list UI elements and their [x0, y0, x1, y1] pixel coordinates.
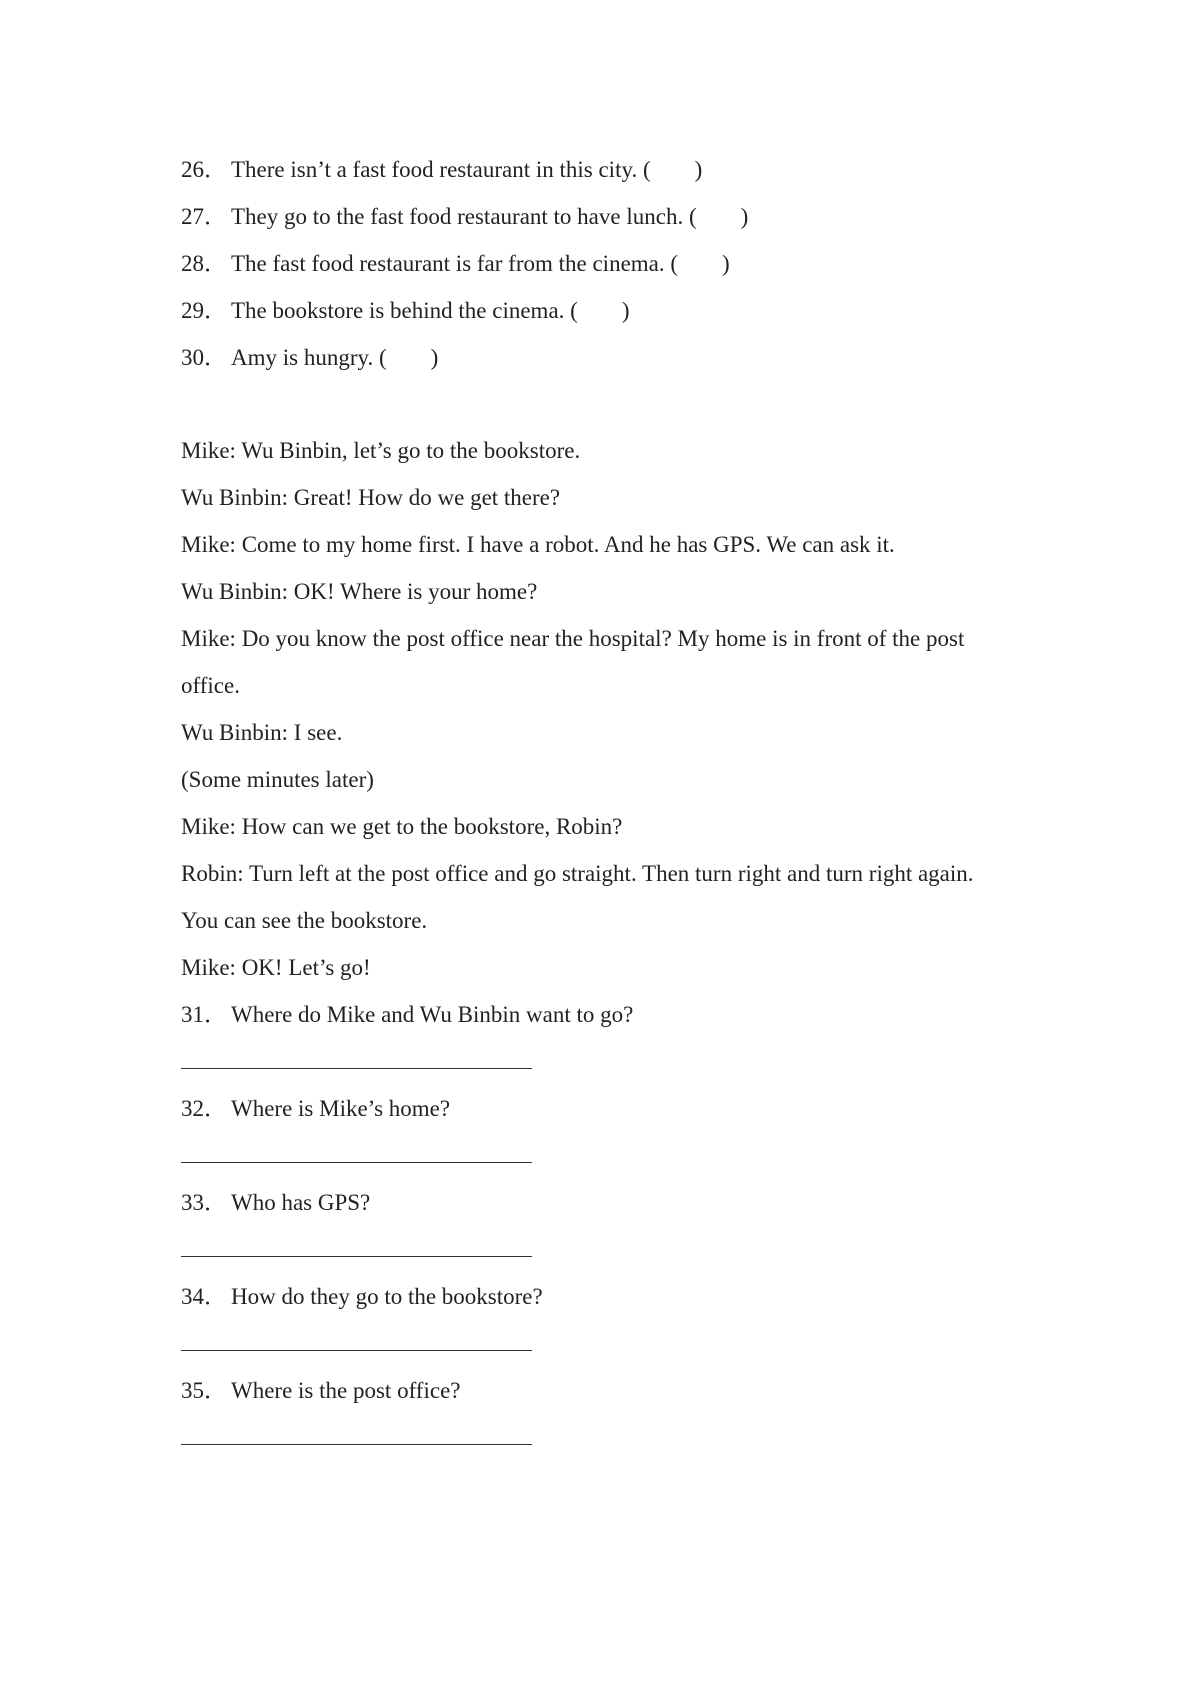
dialogue-line: You can see the bookstore. [181, 908, 428, 933]
question-number: 35． [181, 1378, 227, 1403]
close-paren: ) [430, 345, 439, 370]
question-number: 29． [181, 298, 227, 323]
qa-question-35 [181, 1377, 460, 1405]
question-number: 30． [181, 345, 227, 370]
question-text: The fast food restaurant is far from the cinema. ( [231, 251, 679, 276]
close-paren: ) [740, 204, 749, 229]
dialogue-line: Mike: Wu Binbin, let’s go to the bookstore. [181, 438, 581, 463]
dialogue-line: Wu Binbin: I see. [181, 720, 343, 745]
qa-question-34 [181, 1283, 543, 1311]
dialogue-line: Mike: Do you know the post office near the hospital? My home is in front of the post [181, 626, 965, 651]
tf-question-28 [181, 250, 730, 278]
question-text: Where is the post office? [231, 1378, 461, 1403]
answer-line[interactable] [181, 1444, 532, 1445]
answer-line[interactable] [181, 1256, 532, 1257]
question-number: 34． [181, 1284, 227, 1309]
dialogue-line: Robin: Turn left at the post office and go straight. Then turn right and turn right again. [181, 861, 974, 886]
close-paren: ) [722, 251, 730, 276]
question-text: Where is Mike’s home? [231, 1096, 451, 1121]
question-number: 28． [181, 251, 227, 276]
qa-question-32 [181, 1095, 450, 1123]
tf-question-30 [181, 344, 438, 372]
question-number: 27． [181, 204, 227, 229]
question-number: 26． [181, 157, 227, 182]
question-number: 31． [181, 1002, 227, 1027]
dialogue-line: Wu Binbin: OK! Where is your home? [181, 579, 538, 604]
answer-line[interactable] [181, 1068, 532, 1069]
question-text: There isn’t a fast food restaurant in this city. ( [231, 157, 651, 182]
answer-line[interactable] [181, 1350, 532, 1351]
question-text: How do they go to the bookstore? [231, 1284, 543, 1309]
qa-question-31 [181, 1001, 633, 1029]
close-paren: ) [621, 298, 630, 323]
question-text: Where do Mike and Wu Binbin want to go? [231, 1002, 634, 1027]
tf-question-27 [181, 203, 748, 231]
question-number: 33． [181, 1190, 227, 1215]
tf-question-29 [181, 297, 630, 325]
dialogue-line: Mike: OK! Let’s go! [181, 955, 371, 980]
dialogue-line: Mike: Come to my home first. I have a robot. And he has GPS. We can ask it. [181, 532, 895, 557]
question-text: The bookstore is behind the cinema. ( [231, 298, 578, 323]
dialogue-line: Wu Binbin: Great! How do we get there? [181, 485, 561, 510]
question-text: They go to the fast food restaurant to have lunch. ( [231, 204, 697, 229]
dialogue-line: office. [181, 673, 240, 698]
question-text: Amy is hungry. ( [231, 345, 387, 370]
close-paren: ) [694, 157, 703, 182]
question-text: Who has GPS? [231, 1190, 371, 1215]
tf-question-26 [181, 156, 702, 184]
question-number: 32． [181, 1096, 227, 1121]
dialogue-line: (Some minutes later) [181, 767, 374, 792]
answer-line[interactable] [181, 1162, 532, 1163]
qa-question-33 [181, 1189, 370, 1217]
dialogue-line: Mike: How can we get to the bookstore, Robin? [181, 814, 623, 839]
